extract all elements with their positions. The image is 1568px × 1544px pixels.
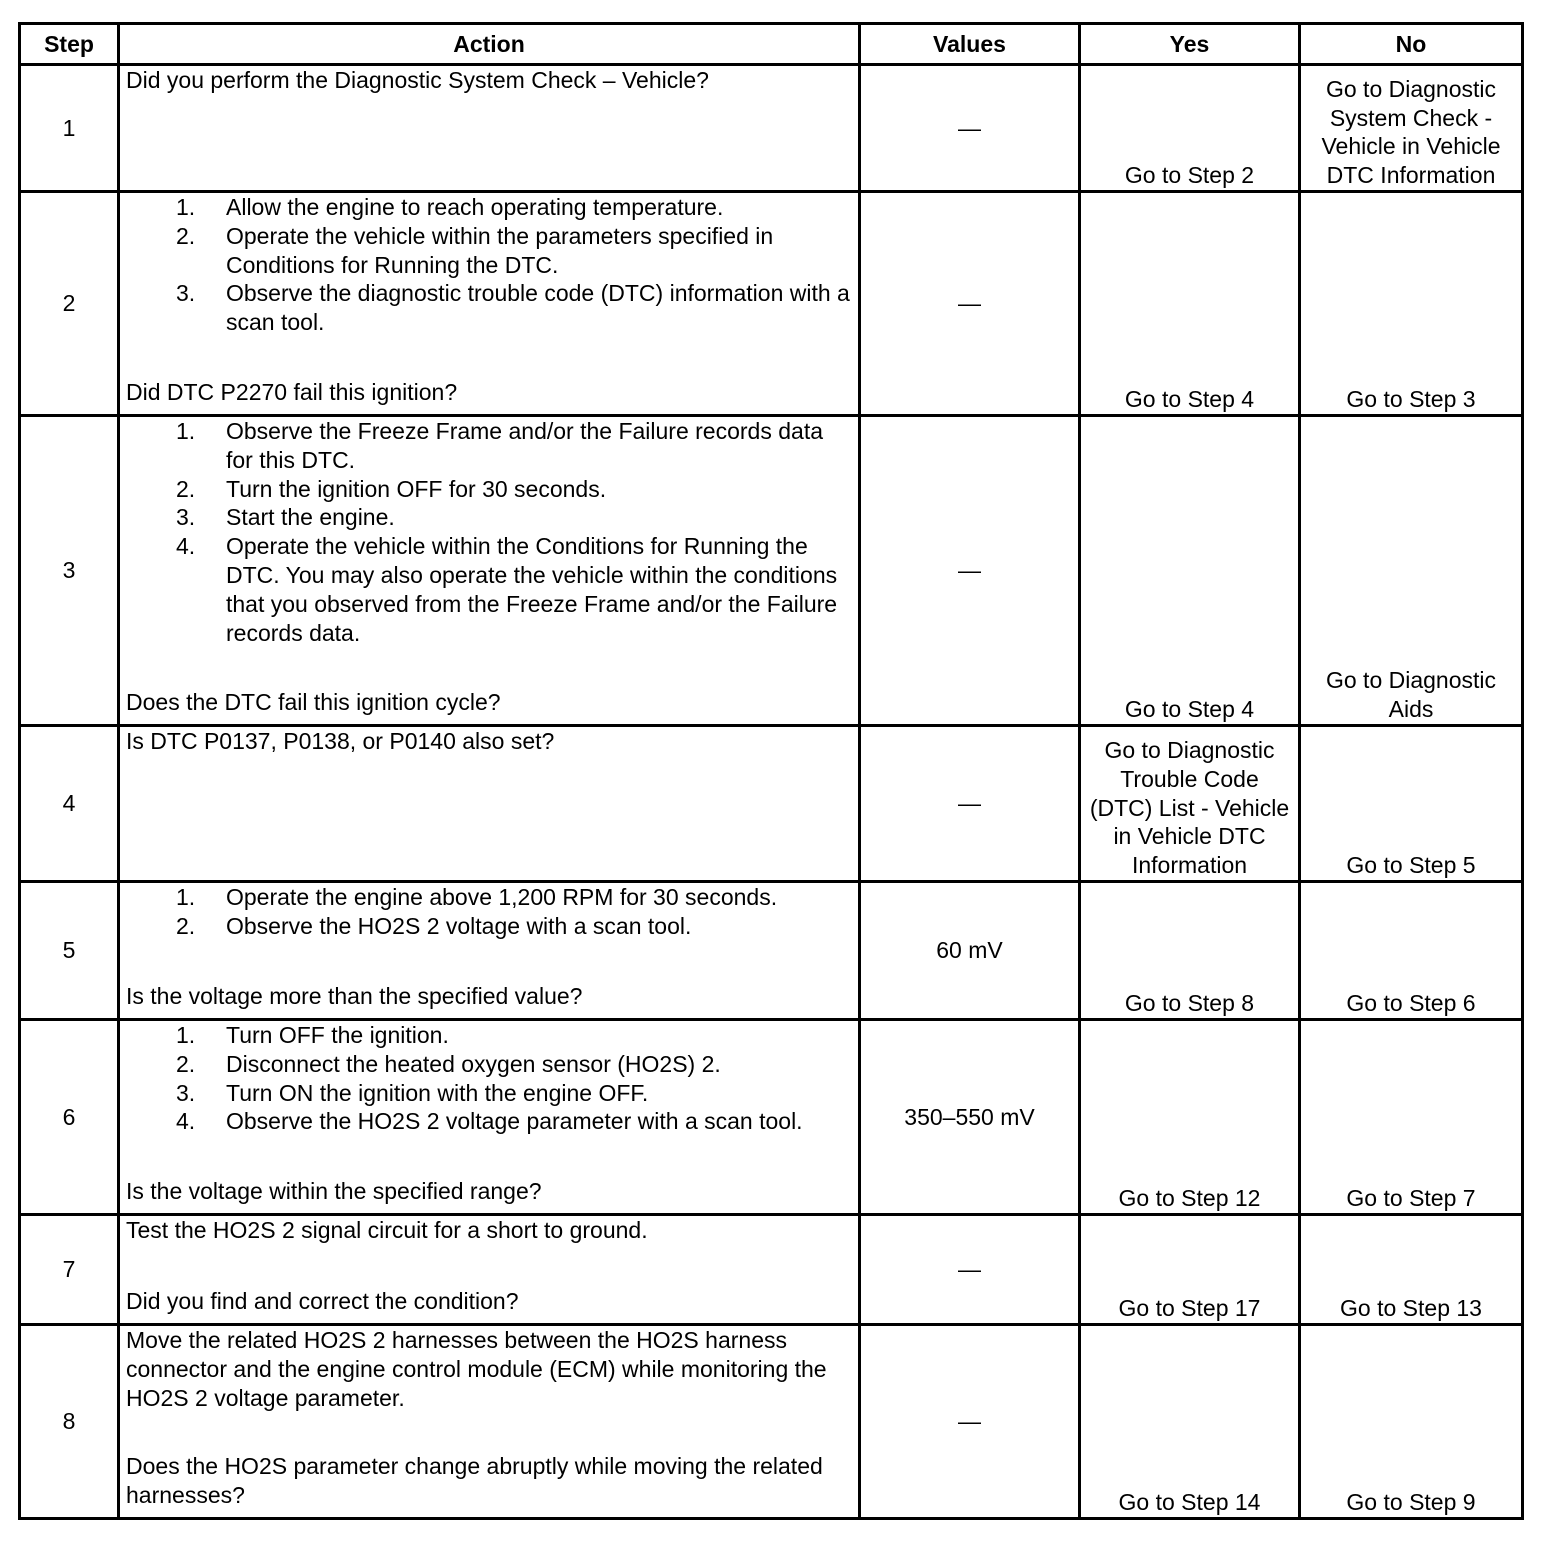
list-item [176, 1079, 852, 1108]
header-values: Values [860, 24, 1080, 65]
list-item [176, 193, 852, 222]
step-number: 5 [20, 882, 119, 1020]
list-item-number: 3. [176, 280, 196, 307]
list-item-number: 4. [176, 533, 196, 560]
list-item-text: Observe the diagnostic trouble code (DTC) information with a scan tool. [226, 280, 850, 336]
procedure-list [126, 193, 852, 337]
list-item-number: 2. [176, 1050, 196, 1077]
list-item-number: 1. [176, 418, 196, 444]
list-item-text: Observe the HO2S 2 voltage with a scan tool. [226, 912, 692, 939]
value-cell: — [860, 65, 1080, 192]
yes-action: Go to Diagnostic Trouble Code (DTC) List - Vehicle in Vehicle DTC Information [1080, 726, 1300, 882]
action-question: Does the HO2S parameter change abruptly while moving the related harnesses? [126, 1453, 823, 1509]
no-action: Go to Diagnostic System Check - Vehicle in Vehicle DTC Information [1300, 65, 1523, 192]
header-no: No [1300, 24, 1523, 65]
list-item [176, 222, 852, 280]
step-number: 7 [20, 1215, 119, 1325]
action-cell [119, 65, 860, 192]
action-cell [119, 192, 860, 416]
step-number: 1 [20, 65, 119, 192]
list-item-text: Operate the engine above 1,200 RPM for 30 seconds. [226, 884, 778, 910]
value-cell: 350–550 mV [860, 1020, 1080, 1215]
yes-action: Go to Step 12 [1080, 1020, 1300, 1215]
procedure-list [126, 1021, 852, 1136]
action-text: Test the HO2S 2 signal circuit for a short to ground. [126, 1217, 648, 1243]
list-item-text: Turn OFF the ignition. [226, 1022, 449, 1048]
yes-action: Go to Step 8 [1080, 882, 1300, 1020]
list-item-number: 2. [176, 475, 196, 502]
action-cell [119, 1020, 860, 1215]
list-item-text: Observe the Freeze Frame and/or the Failure records data for this DTC. [226, 418, 824, 473]
action-question: Is the voltage more than the specified value? [126, 983, 583, 1010]
no-action: Go to Step 5 [1300, 726, 1523, 882]
procedure-list [126, 883, 852, 941]
step-number: 8 [20, 1325, 119, 1519]
no-action: Go to Diagnostic Aids [1300, 416, 1523, 726]
action-question: Is the voltage within the specified range? [126, 1178, 542, 1205]
action-question: Does the DTC fail this ignition cycle? [126, 689, 501, 716]
value-cell: 60 mV [860, 882, 1080, 1020]
value-cell: — [860, 1215, 1080, 1325]
list-item [176, 279, 852, 337]
no-action: Go to Step 3 [1300, 192, 1523, 416]
header-action: Action [119, 24, 860, 65]
list-item [176, 912, 852, 941]
list-item-text: Observe the HO2S 2 voltage parameter with a scan tool. [226, 1108, 803, 1135]
list-item-number: 3. [176, 1079, 196, 1106]
list-item [176, 1050, 852, 1079]
step-number: 4 [20, 726, 119, 882]
list-item-text: Allow the engine to reach operating temperature. [226, 194, 724, 220]
value-cell: — [860, 416, 1080, 726]
action-cell [119, 1215, 860, 1325]
value-cell: — [860, 1325, 1080, 1519]
list-item [176, 883, 852, 912]
list-item [176, 475, 852, 504]
value-cell: — [860, 192, 1080, 416]
step-number: 2 [20, 192, 119, 416]
list-item-number: 1. [176, 194, 196, 220]
table-row [20, 1325, 1523, 1519]
action-question: Did you find and correct the condition? [126, 1288, 519, 1315]
table-row [20, 882, 1523, 1020]
action-text: Is DTC P0137, P0138, or P0140 also set? [126, 728, 555, 754]
no-action: Go to Step 9 [1300, 1325, 1523, 1519]
list-item-number: 2. [176, 912, 196, 939]
yes-action: Go to Step 4 [1080, 192, 1300, 416]
action-text: Did you perform the Diagnostic System Check – Vehicle? [126, 67, 709, 93]
action-cell [119, 1325, 860, 1519]
diagnostic-table [18, 22, 1524, 1520]
table-row [20, 416, 1523, 726]
list-item-number: 2. [176, 222, 196, 249]
header-step: Step [20, 24, 119, 65]
yes-action: Go to Step 17 [1080, 1215, 1300, 1325]
list-item-text: Operate the vehicle within the Conditions for Running the DTC. You may also operate the vehicle within the conditions that you observed from the Freeze Frame and/or the Failure records data. [226, 533, 838, 646]
table-row [20, 726, 1523, 882]
list-item [176, 503, 852, 532]
list-item [176, 1021, 852, 1050]
yes-action: Go to Step 4 [1080, 416, 1300, 726]
action-cell [119, 416, 860, 726]
list-item [176, 417, 852, 475]
header-yes: Yes [1080, 24, 1300, 65]
action-text: Move the related HO2S 2 harnesses between the HO2S harness connector and the engine control module (ECM) while monitoring the HO2S 2 voltage parameter. [126, 1327, 827, 1411]
list-item-text: Turn ON the ignition with the engine OFF. [226, 1079, 649, 1106]
list-item-number: 1. [176, 1022, 196, 1048]
step-number: 3 [20, 416, 119, 726]
list-item-number: 4. [176, 1108, 196, 1135]
list-item [176, 1107, 852, 1136]
action-cell [119, 882, 860, 1020]
table-row [20, 1020, 1523, 1215]
yes-action: Go to Step 2 [1080, 65, 1300, 192]
table-row [20, 192, 1523, 416]
action-question: Did DTC P2270 fail this ignition? [126, 379, 458, 406]
table-row [20, 65, 1523, 192]
header-row [20, 24, 1523, 65]
action-cell [119, 726, 860, 882]
procedure-list [126, 417, 852, 647]
list-item-text: Disconnect the heated oxygen sensor (HO2S) 2. [226, 1050, 721, 1077]
list-item [176, 532, 852, 647]
list-item-number: 3. [176, 504, 196, 531]
list-item-number: 1. [176, 884, 196, 910]
no-action: Go to Step 6 [1300, 882, 1523, 1020]
no-action: Go to Step 7 [1300, 1020, 1523, 1215]
list-item-text: Operate the vehicle within the parameters specified in Conditions for Running the DTC. [226, 222, 774, 278]
yes-action: Go to Step 14 [1080, 1325, 1300, 1519]
value-cell: — [860, 726, 1080, 882]
no-action: Go to Step 13 [1300, 1215, 1523, 1325]
list-item-text: Turn the ignition OFF for 30 seconds. [226, 475, 607, 502]
table-row [20, 1215, 1523, 1325]
step-number: 6 [20, 1020, 119, 1215]
list-item-text: Start the engine. [226, 504, 395, 531]
